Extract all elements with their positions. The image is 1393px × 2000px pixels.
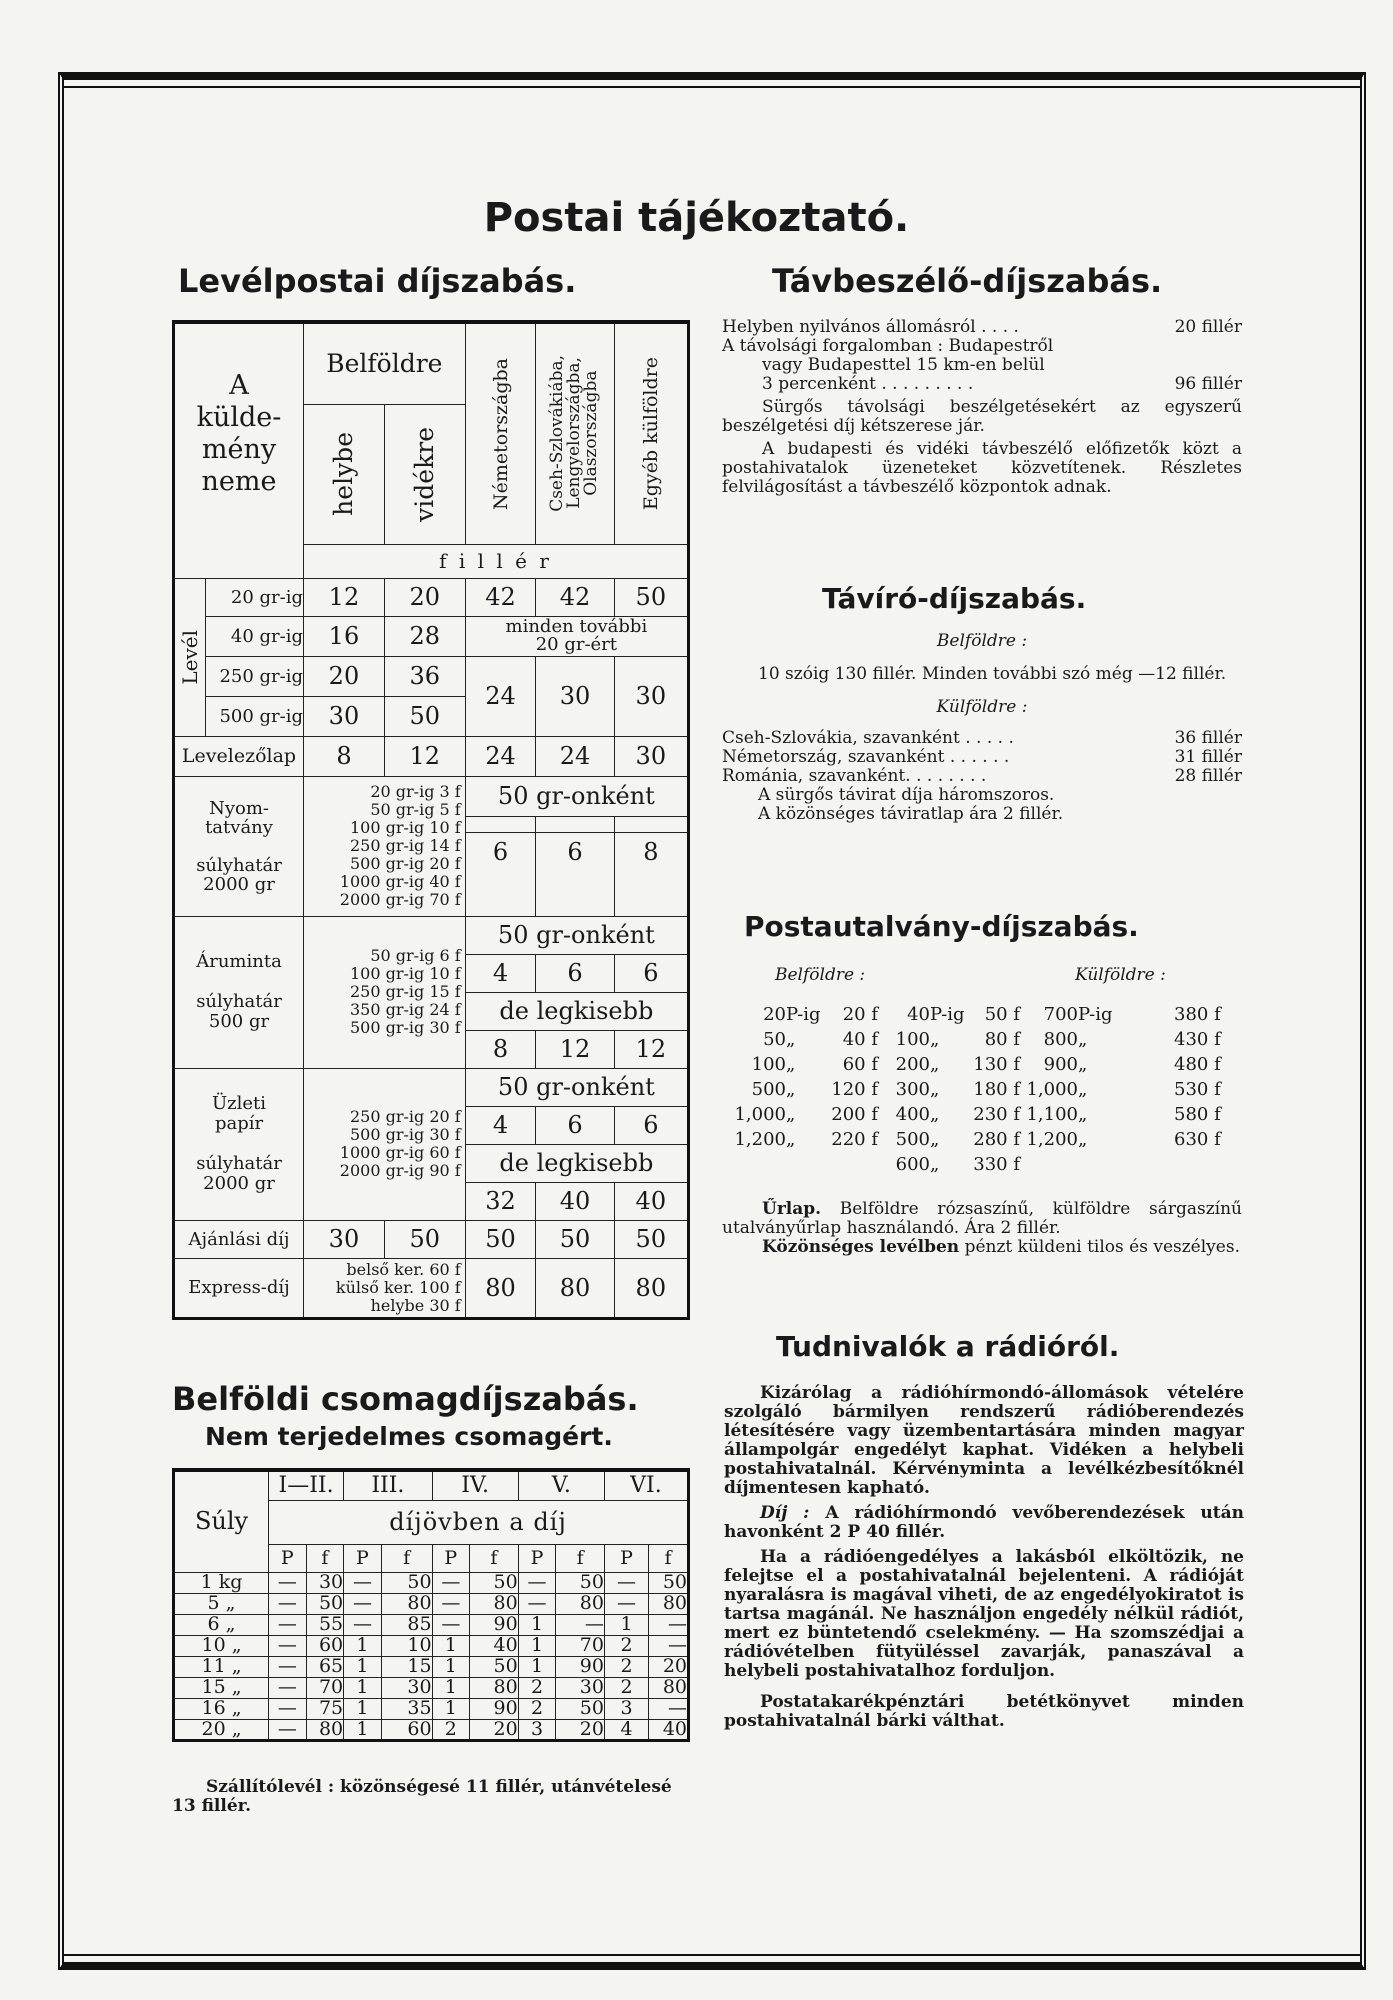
letter-title: Levélpostai díjszabás. — [178, 262, 577, 300]
helybe-header: helybe — [304, 404, 385, 544]
rate-cell: 50 — [536, 1220, 614, 1258]
parcel-cell: 80 — [556, 1593, 605, 1614]
money-cell: 1,200 — [1026, 1129, 1078, 1150]
parcel-subtitle: Nem terjedelmes csomagért. — [205, 1422, 613, 1451]
rate-cell: 12 — [614, 1030, 688, 1068]
money-cell: 120 f — [831, 1079, 878, 1100]
radio-block — [724, 1384, 1244, 1731]
parcel-cell: — — [269, 1677, 307, 1698]
parcel-cell: 3 — [518, 1719, 556, 1740]
parcel-weight: 11 „ — [174, 1656, 269, 1677]
phone-value: 96 fillér — [1174, 374, 1242, 394]
parcel-cell: 30 — [306, 1572, 344, 1593]
money-cell: 200 f — [831, 1104, 878, 1125]
money-cell: 1,000 — [1026, 1079, 1078, 1100]
phone-value: 20 fillér — [1174, 317, 1242, 337]
money-cell: 630 f — [1174, 1129, 1221, 1150]
parcel-cell: — — [649, 1698, 689, 1719]
money-cell: 20 f — [842, 1004, 878, 1025]
parcel-cell: 15 — [381, 1656, 432, 1677]
rate-cell: 8 — [304, 736, 385, 776]
telegraph-rate: 31 fillér — [1174, 747, 1242, 767]
parcel-cell: 70 — [306, 1677, 344, 1698]
money-sub: Belföldre : — [775, 965, 866, 985]
rate-cell: 6 — [465, 832, 536, 872]
pf-header: P — [269, 1544, 307, 1572]
telegraph-row — [722, 748, 1242, 767]
pf-header: f — [556, 1544, 605, 1572]
parcel-cell: 2 — [604, 1677, 648, 1698]
parcel-cell: 85 — [381, 1614, 432, 1635]
parcel-cell: 1 — [432, 1656, 470, 1677]
rate-cell: 28 — [384, 616, 465, 656]
money-cell: „ — [930, 1154, 940, 1175]
parcel-weight: 16 „ — [174, 1698, 269, 1719]
egyeb-header: Egyéb külföldre — [614, 322, 688, 544]
telegraph-sub: Külföldre : — [936, 697, 1028, 717]
telegraph-block — [722, 632, 1242, 824]
money-title: Postautalvány-díjszabás. — [744, 910, 1139, 943]
parcel-row — [174, 1593, 689, 1614]
rate-cell: 80 — [536, 1258, 614, 1318]
money-cell: 480 f — [1174, 1054, 1221, 1075]
parcel-row — [174, 1572, 689, 1593]
money-cell: 500 — [895, 1129, 930, 1150]
phone-title: Távbeszélő-díjszabás. — [772, 262, 1163, 300]
parcel-cell: — — [604, 1593, 648, 1614]
parcel-cell: 90 — [470, 1698, 519, 1719]
parcel-rows — [174, 1572, 689, 1740]
parcel-cell: 60 — [381, 1719, 432, 1740]
money-cell — [786, 1154, 816, 1175]
money-cell: „ — [786, 1079, 796, 1100]
parcel-cell: — — [518, 1572, 556, 1593]
levelezolap-label: Levelezőlap — [174, 736, 304, 776]
parcel-cell: — — [269, 1593, 307, 1614]
rate-cell: 8 — [465, 1030, 536, 1068]
money-cell: 400 — [895, 1104, 930, 1125]
parcel-cell: — — [269, 1698, 307, 1719]
money-cell: 430 f — [1174, 1029, 1221, 1050]
parcel-title: Belföldi csomagdíjszabás. — [172, 1380, 639, 1418]
parcel-cell: — — [269, 1719, 307, 1740]
money-cell — [1020, 1154, 1078, 1175]
rate-cell: 20 — [304, 656, 385, 696]
parcel-row — [174, 1614, 689, 1635]
money-cell: „ — [786, 1054, 796, 1075]
parcel-weight: 20 „ — [174, 1719, 269, 1740]
phone-block — [722, 318, 1242, 497]
money-cell: „ — [786, 1104, 796, 1125]
zone-header: III. — [344, 1470, 432, 1500]
parcel-cell: 1 — [604, 1614, 648, 1635]
zone-header: IV. — [432, 1470, 518, 1500]
parcel-cell: — — [269, 1614, 307, 1635]
zone-header: V. — [518, 1470, 604, 1500]
rate-cell: 40 — [614, 1182, 688, 1220]
parcel-cell: 90 — [556, 1656, 605, 1677]
pf-header: f — [470, 1544, 519, 1572]
money-cell: „ — [930, 1129, 940, 1150]
parcel-cell: 80 — [470, 1593, 519, 1614]
money-cell: 130 f — [973, 1054, 1020, 1075]
parcel-cell: 1 — [344, 1719, 382, 1740]
parcel-cell: 65 — [306, 1656, 344, 1677]
money-cell: 40 f — [842, 1029, 878, 1050]
money-cell — [728, 1154, 786, 1175]
money-cell — [816, 1154, 878, 1175]
uzleti-label: Üzleti papír súlyhatár 2000 gr — [174, 1068, 304, 1220]
telegraph-row — [722, 729, 1242, 748]
nyomtatvany-label: Nyom- tatvány súlyhatár 2000 gr — [174, 776, 304, 916]
parcel-cell: — — [649, 1635, 689, 1656]
rate-cell: 24 — [465, 656, 536, 736]
money-cell: 580 f — [1174, 1104, 1221, 1125]
parcel-table — [172, 1468, 690, 1742]
parcel-cell: 10 — [381, 1635, 432, 1656]
parcel-row — [174, 1719, 689, 1740]
parcel-cell: 20 — [556, 1719, 605, 1740]
money-cell: 200 — [895, 1054, 930, 1075]
parcel-cell: 20 — [649, 1656, 689, 1677]
money-cell: „ — [930, 1029, 940, 1050]
parcel-cell: 2 — [518, 1677, 556, 1698]
phone-line: A távolsági forgalomban : Budapestről — [722, 336, 1054, 356]
money-cell: 100 — [751, 1054, 786, 1075]
parcel-cell: 90 — [470, 1614, 519, 1635]
rate-cell: 30 — [614, 736, 688, 776]
parcel-cell: 80 — [381, 1593, 432, 1614]
money-cell: 330 f — [973, 1154, 1020, 1175]
parcel-cell: — — [604, 1572, 648, 1593]
express-lines: belső ker. 60 f külső ker. 100 f helybe 30 f — [304, 1258, 466, 1318]
parcel-weight: 15 „ — [174, 1677, 269, 1698]
money-cell: „ — [930, 1104, 940, 1125]
phone-line: 3 percenként . . . . . . . . . — [762, 374, 974, 394]
parcel-cell: 1 — [344, 1698, 382, 1719]
belfoldre-header: Belföldre — [304, 322, 466, 404]
rate-cell: 4 — [465, 1106, 536, 1144]
money-cell: 500 — [751, 1079, 786, 1100]
rate-cell: 50 — [384, 1220, 465, 1258]
money-cell: „ — [1078, 1104, 1088, 1125]
videkre-header: vidékre — [384, 404, 465, 544]
parcel-cell: 50 — [649, 1572, 689, 1593]
dijovben-header: díjövben a díj — [269, 1500, 689, 1544]
parcel-cell: 1 — [518, 1614, 556, 1635]
parcel-cell: 1 — [344, 1635, 382, 1656]
telegraph-note: A sürgős távirat díja háromszoros. — [758, 785, 1055, 805]
radio-paragraph: Ha a rádióengedélyes a lakásból elköltözik, ne felejtse el a postahivatalnál bejelenteni. A rádióját nyaralásra is magával viheti, de az engedélyokiratot is tartsa magánál. Ne használjon engedély nélkül rádiót, mert ez büntetendő cselekmény. — Ha szomszédjai a rádióvételben fütyüléssel zavarják, panaszával a helybeli postahivatalhoz forduljon. — [724, 1547, 1244, 1681]
filler-header: f i l l é r — [304, 544, 689, 578]
parcel-cell: 2 — [604, 1656, 648, 1677]
parcel-cell: 50 — [381, 1572, 432, 1593]
telegraph-sub: Belföldre : — [936, 631, 1028, 651]
parcel-cell: 50 — [556, 1572, 605, 1593]
urlap-text: Belföldre rózsaszínű, külföldre sárgaszínű utalványűrlap használandó. Ára 2 fillér. — [722, 1199, 1243, 1238]
rate-cell: 30 — [536, 656, 614, 736]
money-cell: „ — [1078, 1129, 1088, 1150]
tovabbi-note: minden további 20 gr-ért — [465, 616, 688, 656]
money-cell: P-ig — [786, 1004, 821, 1025]
nemet-header: Németországba — [465, 322, 536, 544]
parcel-cell: — — [269, 1635, 307, 1656]
money-cell: 1,200 — [734, 1129, 786, 1150]
parcel-cell: 30 — [556, 1677, 605, 1698]
rate-cell: 8 — [614, 832, 688, 872]
parcel-cell: — — [649, 1614, 689, 1635]
money-cell: „ — [1078, 1029, 1088, 1050]
phone-line: vagy Budapesttel 15 km-en belül — [762, 355, 1045, 375]
zone-header: VI. — [604, 1470, 688, 1500]
urlap-label: Űrlap. — [762, 1199, 822, 1219]
rate-cell: 6 — [536, 954, 614, 992]
parcel-cell: — — [269, 1572, 307, 1593]
per-note: 50 gr-onként — [465, 776, 688, 816]
money-cell: 1,000 — [734, 1104, 786, 1125]
parcel-cell: 50 — [306, 1593, 344, 1614]
rate-cell: 32 — [465, 1182, 536, 1220]
weight-label: 40 gr-ig — [205, 616, 303, 656]
parcel-cell: — — [432, 1593, 470, 1614]
pf-header: f — [306, 1544, 344, 1572]
parcel-cell: — — [518, 1593, 556, 1614]
telegraph-rate: 36 fillér — [1174, 728, 1242, 748]
parcel-cell: 80 — [649, 1677, 689, 1698]
rate-cell: 50 — [614, 578, 688, 616]
parcel-cell: 50 — [470, 1572, 519, 1593]
page-title: Postai tájékoztató. — [483, 195, 910, 241]
rate-cell: 30 — [304, 1220, 385, 1258]
money-cell: P-ig — [930, 1004, 965, 1025]
parcel-cell: 40 — [649, 1719, 689, 1740]
rate-cell: 4 — [465, 954, 536, 992]
rate-cell: 6 — [536, 832, 614, 872]
parcel-cell: 80 — [649, 1593, 689, 1614]
money-cell: „ — [1078, 1054, 1088, 1075]
rate-cell: 24 — [536, 736, 614, 776]
telegraph-country: Németország, szavanként . . . . . . — [722, 747, 1010, 767]
parcel-weight: 6 „ — [174, 1614, 269, 1635]
pf-header: f — [381, 1544, 432, 1572]
nyomtatvany-weights: 20 gr-ig 3 f 50 gr-ig 5 f 100 gr-ig 10 f 250 gr-ig 14 f 500 gr-ig 20 f 1000 gr-ig 40 f 2000 gr-ig 70 f — [304, 776, 466, 916]
rate-cell: 16 — [304, 616, 385, 656]
parcel-cell: 50 — [470, 1656, 519, 1677]
money-cell: 50 — [763, 1029, 786, 1050]
money-notes — [722, 1200, 1242, 1257]
aruminta-label: Áruminta súlyhatár 500 gr — [174, 916, 304, 1068]
money-cell — [1078, 1154, 1174, 1175]
parcel-cell: 2 — [604, 1635, 648, 1656]
rate-cell: 30 — [304, 696, 385, 736]
parcel-cell: 3 — [604, 1698, 648, 1719]
parcel-row — [174, 1677, 689, 1698]
radio-dij-label: Díj : — [760, 1503, 810, 1523]
min-note: de legkisebb — [465, 992, 688, 1030]
express-label: Express-díj — [174, 1258, 304, 1318]
money-cell: „ — [786, 1129, 796, 1150]
money-cell: 80 f — [984, 1029, 1020, 1050]
radio-title: Tudnivalók a rádióról. — [776, 1330, 1120, 1363]
money-sub: Külföldre : — [1075, 965, 1166, 985]
telegraph-country: Románia, szavanként. . . . . . . . — [722, 766, 987, 786]
parcel-cell: 2 — [432, 1719, 470, 1740]
telegraph-row — [722, 767, 1242, 786]
money-cell: 180 f — [973, 1079, 1020, 1100]
telegraph-text: 10 szóig 130 fillér. Minden további szó még —12 fillér. — [758, 664, 1227, 684]
pf-header: P — [432, 1544, 470, 1572]
rate-cell: 12 — [384, 736, 465, 776]
parcel-cell: 4 — [604, 1719, 648, 1740]
rate-cell: 6 — [536, 1106, 614, 1144]
money-cell: 40 — [907, 1004, 930, 1025]
rate-cell: 42 — [465, 578, 536, 616]
parcel-cell: 30 — [381, 1677, 432, 1698]
rate-cell: 12 — [304, 578, 385, 616]
telegraph-rate: 28 fillér — [1174, 766, 1242, 786]
parcel-cell: 1 — [432, 1677, 470, 1698]
parcel-cell: — — [556, 1614, 605, 1635]
rate-cell: 24 — [465, 736, 536, 776]
rate-cell: 80 — [614, 1258, 688, 1318]
uzleti-weights: 250 gr-ig 20 f 500 gr-ig 30 f 1000 gr-ig 60 f 2000 gr-ig 90 f — [304, 1068, 466, 1220]
parcel-cell: 70 — [556, 1635, 605, 1656]
parcel-weight: 1 kg — [174, 1572, 269, 1593]
pf-header: P — [518, 1544, 556, 1572]
parcel-cell: 1 — [344, 1677, 382, 1698]
letter-corner: A külde- mény neme — [174, 322, 304, 544]
rate-cell: 50 — [384, 696, 465, 736]
money-cell: 700 — [1043, 1004, 1078, 1025]
money-cell: 1,100 — [1026, 1104, 1078, 1125]
money-cell: 60 f — [842, 1054, 878, 1075]
money-cell: P-ig — [1078, 1004, 1113, 1025]
money-cell: „ — [786, 1029, 796, 1050]
telegraph-note: A közönséges táviratlap ára 2 fillér. — [758, 804, 1064, 824]
radio-dij-text: A rádióhírmondó vevőberendezések után havonként 2 P 40 fillér. — [724, 1503, 1245, 1542]
phone-line: Helyben nyilvános állomásról . . . . — [722, 317, 1019, 337]
parcel-cell: 1 — [518, 1656, 556, 1677]
parcel-cell: — — [344, 1572, 382, 1593]
money-cell: 280 f — [973, 1129, 1020, 1150]
rate-cell: 42 — [536, 578, 614, 616]
aruminta-weights: 50 gr-ig 6 f 100 gr-ig 10 f 250 gr-ig 15 f 350 gr-ig 24 f 500 gr-ig 30 f — [304, 916, 466, 1068]
money-cell: 530 f — [1174, 1079, 1221, 1100]
rate-cell: 50 — [465, 1220, 536, 1258]
ajanlasi-label: Ajánlási díj — [174, 1220, 304, 1258]
parcel-cell: 40 — [470, 1635, 519, 1656]
weight-label: 20 gr-ig — [205, 578, 303, 616]
rate-cell: 50 — [614, 1220, 688, 1258]
rate-cell: 12 — [536, 1030, 614, 1068]
money-cell: 800 — [1043, 1029, 1078, 1050]
radio-paragraph: Kizárólag a rádióhírmondó-állomások vételére szolgáló bármilyen rendszerű rádióberendezés létesítésére vagy üzembentartására minden magyar állampolgár engedélyt kaphat. Vidéken a helybeli postahivatalnál. Kérvényminta a levélkézbesítőknél díjmentesen kapható. — [724, 1383, 1244, 1498]
weight-label: 250 gr-ig — [205, 656, 303, 696]
parcel-cell: 20 — [470, 1719, 519, 1740]
telegraph-rows — [722, 729, 1242, 786]
parcel-cell: 1 — [518, 1635, 556, 1656]
radio-paragraph: Postatakarékpénztári betétkönyvet minden postahivatalnál bárki válthat. — [724, 1692, 1244, 1731]
letter-rate-table — [172, 320, 690, 1320]
telegraph-title: Távíró-díjszabás. — [822, 582, 1087, 615]
parcel-weight: 10 „ — [174, 1635, 269, 1656]
phone-paragraph: Sürgős távolsági beszélgetésekért az egyszerű beszélgetési díj kétszerese jár. — [722, 397, 1242, 436]
parcel-row — [174, 1656, 689, 1677]
parcel-cell: — — [269, 1656, 307, 1677]
pf-header: P — [344, 1544, 382, 1572]
money-cell: „ — [1078, 1079, 1088, 1100]
parcel-cell: 35 — [381, 1698, 432, 1719]
per-note: 50 gr-onként — [465, 916, 688, 954]
cseh-header: Cseh-Szlovákiába, Lengyelországba, Olaszországba — [536, 322, 614, 544]
parcel-cell: 1 — [344, 1656, 382, 1677]
money-cell: 600 — [895, 1154, 930, 1175]
parcel-row — [174, 1635, 689, 1656]
warn-text: pénzt küldeni tilos és veszélyes. — [964, 1237, 1240, 1257]
pf-header: P — [604, 1544, 648, 1572]
money-cell: 900 — [1043, 1054, 1078, 1075]
rate-cell: 6 — [614, 954, 688, 992]
money-cell: 220 f — [831, 1129, 878, 1150]
parcel-footnote: Szállítólevél : közönségesé 11 fillér, utánvételesé 13 fillér. — [172, 1777, 672, 1816]
money-cell — [1174, 1154, 1220, 1175]
money-cell: „ — [930, 1079, 940, 1100]
warn-bold: Közönséges levélben — [762, 1237, 960, 1257]
money-cell: 230 f — [973, 1104, 1020, 1125]
parcel-cell: 2 — [518, 1698, 556, 1719]
money-cell: „ — [930, 1054, 940, 1075]
rate-cell: 40 — [536, 1182, 614, 1220]
parcel-cell: 1 — [432, 1698, 470, 1719]
money-cell: 50 f — [984, 1004, 1020, 1025]
weight-label: 500 gr-ig — [205, 696, 303, 736]
money-cell: 380 f — [1174, 1004, 1221, 1025]
money-cell: 300 — [895, 1079, 930, 1100]
parcel-cell: 80 — [470, 1677, 519, 1698]
telegraph-country: Cseh-Szlovákia, szavanként . . . . . — [722, 728, 1014, 748]
phone-paragraph: A budapesti és vidéki távbeszélő előfizetők közt a postahivatalok üzeneteket közvetítenek. Részletes felvilágosítást a távbeszélő központok adnak. — [722, 439, 1242, 497]
rate-cell: 30 — [614, 656, 688, 736]
rate-cell: 36 — [384, 656, 465, 696]
parcel-cell: 55 — [306, 1614, 344, 1635]
min-note: de legkisebb — [465, 1144, 688, 1182]
money-cell: 20 — [763, 1004, 786, 1025]
parcel-cell: — — [344, 1614, 382, 1635]
rate-cell: 80 — [465, 1258, 536, 1318]
suly-label: Súly — [174, 1470, 269, 1572]
parcel-cell: 50 — [556, 1698, 605, 1719]
pf-header: f — [649, 1544, 689, 1572]
parcel-cell: — — [432, 1614, 470, 1635]
parcel-cell: 60 — [306, 1635, 344, 1656]
parcel-weight: 5 „ — [174, 1593, 269, 1614]
money-rates — [728, 1004, 1220, 1175]
parcel-cell: 1 — [432, 1635, 470, 1656]
zone-header: I—II. — [269, 1470, 344, 1500]
rate-cell: 6 — [614, 1106, 688, 1144]
parcel-cell: 80 — [306, 1719, 344, 1740]
parcel-cell: 75 — [306, 1698, 344, 1719]
parcel-cell: — — [432, 1572, 470, 1593]
level-label: Levél — [174, 578, 206, 736]
money-cell: 100 — [895, 1029, 930, 1050]
rate-cell: 20 — [384, 578, 465, 616]
per-note: 50 gr-onként — [465, 1068, 688, 1106]
parcel-row — [174, 1698, 689, 1719]
parcel-cell: — — [344, 1593, 382, 1614]
